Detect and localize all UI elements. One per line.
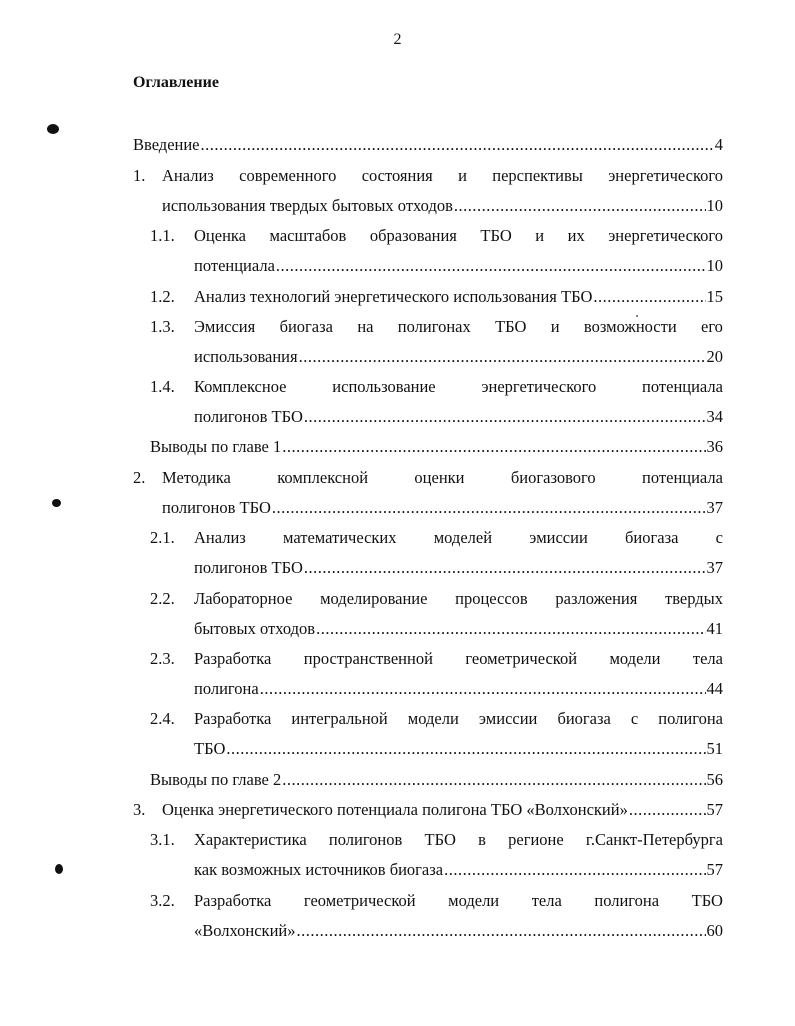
toc-entry-2-4-line2: ТБО ..... 51 [194, 737, 723, 761]
toc-entry-2-1-line2: полигонов ТБО ..... 37 [194, 556, 723, 580]
toc-entry-ch1-conclusions: Выводы по главе 1 ..... 36 [150, 435, 723, 459]
toc-word: масштабов [269, 226, 347, 245]
toc-entry-3-1-line2: как возможных источников биогаза ..... 57 [194, 858, 723, 882]
toc-entry-3-2-line1 [194, 889, 723, 913]
toc-word: и [458, 166, 467, 185]
toc-number: 1.1. [150, 226, 175, 245]
toc-number: 1. [133, 166, 146, 185]
scan-blot [52, 499, 61, 507]
scan-blot [55, 864, 63, 874]
scan-blot [47, 124, 59, 134]
toc-word: и [550, 317, 560, 336]
toc-number: 3.2. [150, 891, 175, 910]
toc-word: Эмиссия [194, 317, 256, 336]
toc-word: ТБО [691, 891, 723, 910]
toc-entry-ch1-line2: использования твердых бытовых отходов ..... 10 [162, 194, 723, 218]
toc-word: полигона [594, 891, 660, 910]
toc-entry-1-3-line1 [194, 315, 723, 339]
toc-word: тела [531, 891, 562, 910]
toc-number: 2. [133, 468, 146, 487]
toc-entry-1-3-line2: использования ..... 20 [194, 345, 723, 369]
toc-word: Методика [162, 468, 231, 487]
toc-heading: Оглавление [133, 74, 219, 91]
toc-number: 3.1. [150, 830, 175, 849]
toc-number: 1.2. [150, 287, 175, 306]
toc-word: модели [609, 649, 661, 668]
toc-entry-ch1-line1 [162, 164, 723, 188]
toc-number: 1.3. [150, 317, 175, 336]
toc-number: 2.1. [150, 528, 175, 547]
toc-word: Разработка [194, 891, 272, 910]
toc-word: с [715, 528, 723, 547]
toc-word: Комплексное [194, 377, 287, 396]
toc-word: использование [332, 377, 436, 396]
toc-entry-3-2-line2: «Волхонский» ..... 60 [194, 919, 723, 943]
toc-word: геометрической [303, 891, 416, 910]
toc-entry-3-1-line1: Характеристика полигонов ТБО в регионе г.Санкт-Петербурга [194, 830, 723, 849]
toc-number: 2.2. [150, 589, 175, 608]
toc-word: моделей [433, 528, 493, 547]
toc-number: 1.4. [150, 377, 175, 396]
toc-word: образования [369, 226, 457, 245]
toc-word: Анализ [162, 166, 214, 185]
toc-word: современного [239, 166, 337, 185]
toc-word: биогаза [625, 528, 679, 547]
toc-word: тела [692, 649, 723, 668]
toc-entry-ch2-conclusions: Выводы по главе 2 ..... 56 [150, 768, 723, 792]
toc-entry-1-2: Анализ технологий энергетического использования ТБО ..... 15 [194, 285, 723, 309]
toc-word: биогазового [510, 468, 596, 487]
toc-entry-2-4-line1: Разработка интегральной модели эмиссии биогаза с полигона [194, 709, 723, 728]
toc-word: биогаза [279, 317, 333, 336]
toc-word: потенциала [642, 377, 723, 396]
toc-word: Разработка [194, 649, 272, 668]
toc-word: геометрической [465, 649, 578, 668]
toc-word: эмиссии [529, 528, 588, 547]
toc-word: пространственной [303, 649, 433, 668]
toc-word: и [535, 226, 545, 245]
toc-entry-2-3-line2: полигона ..... 44 [194, 677, 723, 701]
toc-word: на [357, 317, 374, 336]
toc-word: энергетического [608, 166, 723, 185]
toc-word: энергетического [608, 226, 723, 245]
toc-entry-2-2-line1: Лабораторное моделирование процессов разложения твердых [194, 589, 723, 608]
toc-entry-2-3-line1 [194, 647, 723, 671]
toc-entry-1-4-line1 [194, 375, 723, 399]
toc-entry-ch2-line2: полигонов ТБО ..... 37 [162, 496, 723, 520]
toc-word: ТБО [480, 226, 512, 245]
toc-number: 3. [133, 800, 146, 819]
toc-word: его [701, 317, 723, 336]
toc-word: математических [283, 528, 397, 547]
toc-word: их [567, 226, 585, 245]
toc-word: оценки [414, 468, 465, 487]
toc-word: перспективы [492, 166, 583, 185]
toc-word: состояния [361, 166, 433, 185]
toc-word: Анализ [194, 528, 246, 547]
toc-word: комплексной [277, 468, 369, 487]
toc-number: 2.4. [150, 709, 175, 728]
toc-word: энергетического [481, 377, 597, 396]
toc-word: Оценка [194, 226, 246, 245]
toc-word: полигонах [397, 317, 471, 336]
toc-word: возможности [583, 317, 677, 336]
toc-entry-2-2-line2: бытовых отходов ..... 41 [194, 617, 723, 641]
toc-word: ТБО [495, 317, 527, 336]
toc-entry-ch2-line1 [162, 466, 723, 490]
toc-entry-ch3: Оценка энергетического потенциала полигона ТБО «Волхонский» ..... 57 [162, 798, 723, 822]
toc-word: модели [448, 891, 500, 910]
toc-entry-1-4-line2: полигонов ТБО ..... 34 [194, 405, 723, 429]
toc-entry-1-1-line1 [194, 224, 723, 248]
toc-entry-intro: Введение ..... 4 [133, 133, 723, 157]
toc-number: 2.3. [150, 649, 175, 668]
toc-entry-2-1-line1 [194, 526, 723, 550]
toc-word: потенциала [642, 468, 723, 487]
page-number: 2 [393, 31, 402, 48]
toc-entry-1-1-line2: потенциала ..... 10 [194, 254, 723, 278]
